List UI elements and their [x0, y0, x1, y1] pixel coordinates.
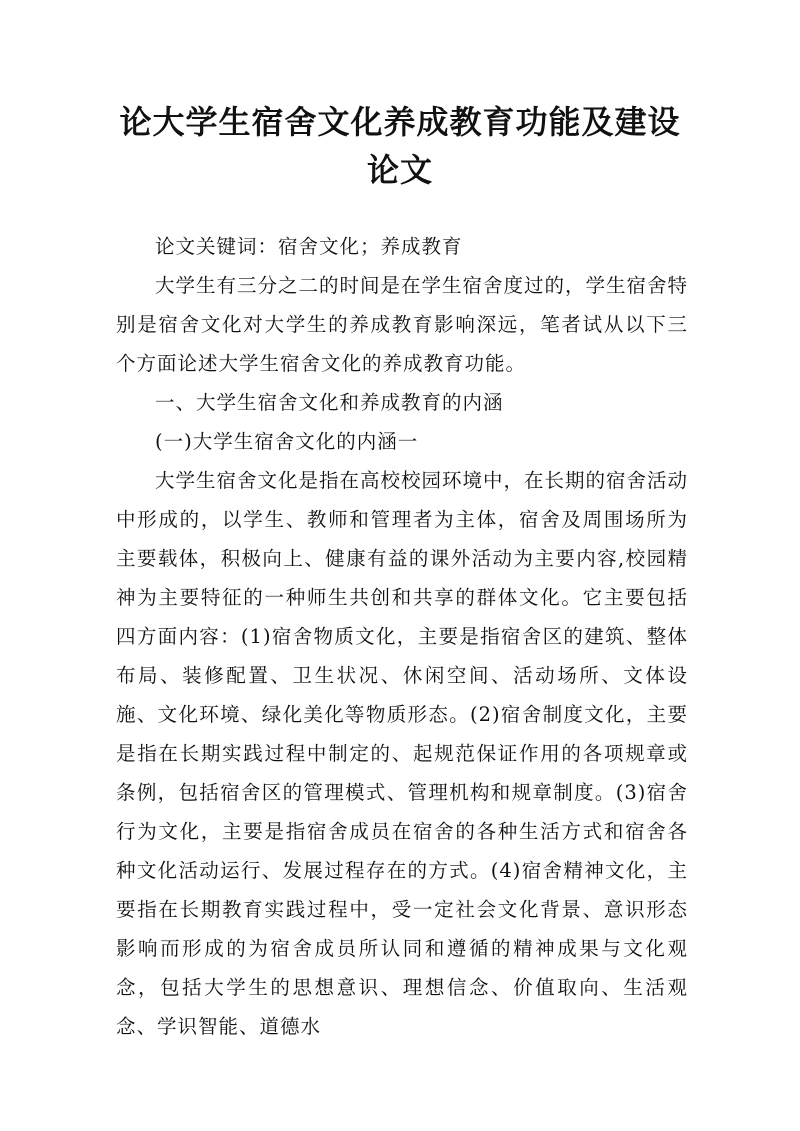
- document-body: [116, 227, 688, 1046]
- keywords-paragraph: 论文关键词：宿舍文化；养成教育: [155, 235, 463, 258]
- document-title: 论大学生宿舍文化养成教育功能及建设论文: [119, 103, 681, 189]
- body-paragraph: 大学生宿舍文化是指在高校校园环境中，在长期的宿舍活动中形成的，以学生、教师和管理者为主体，宿舍及周围场所为主要载体，积极向上、健康有益的课外活动为主要内容,校园精神为主要特征的一种师生共创和共享的群体文化。它主要包括四方面内容：(1)宿舍物质文化，主要是指宿舍区的建筑、整体布局、装修配置、卫生状况、休闲空间、活动场所、文体设施、文化环境、绿化美化等物质形态。(2)宿舍制度文化，主要是指在长期实践过程中制定的、起规范保证作用的各项规章或条例，包括宿舍区的管理模式、管理机构和规章制度。(3)宿舍行为文化，主要是指宿舍成员在宿舍的各种生活方式和宿舍各种文化活动运行、发展过程存在的方式。(4)宿舍精神文化，主要指在长期教育实践过程中，受一定社会文化背景、意识形态影响而形成的为宿舍成员所认同和遵循的精神成果与文化观念，包括大学生的思想意识、理想信念、价值取向、生活观念、学识智能、道德水: [116, 469, 689, 1038]
- intro-paragraph: 大学生有三分之二的时间是在学生宿舍度过的，学生宿舍特别是宿舍文化对大学生的养成教育影响深远，笔者试从以下三个方面论述大学生宿舍文化的养成教育功能。: [116, 274, 689, 375]
- section-heading: 一、大学生宿舍文化和养成教育的内涵: [155, 391, 504, 414]
- subsection-heading: (一)大学生宿舍文化的内涵一: [155, 430, 419, 453]
